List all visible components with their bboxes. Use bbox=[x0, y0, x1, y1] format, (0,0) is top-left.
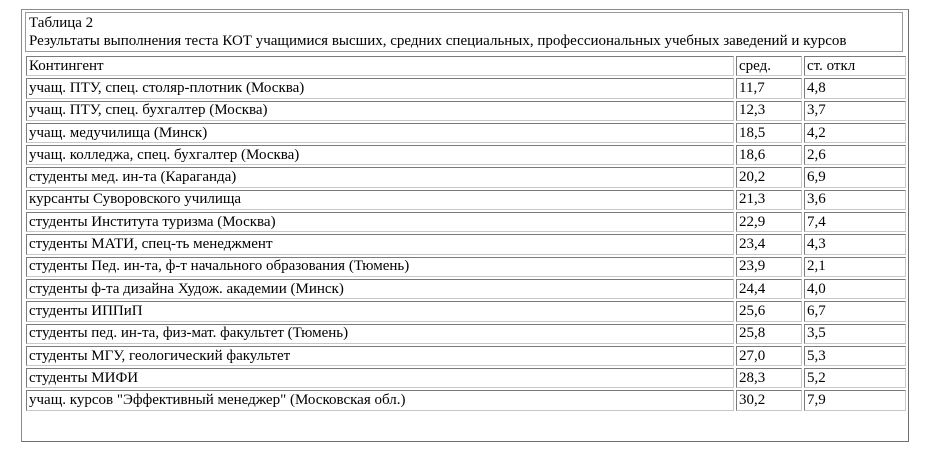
table-header-row bbox=[26, 56, 906, 76]
table-row bbox=[26, 145, 906, 165]
cell-contingent: студенты ИППиП bbox=[26, 301, 734, 321]
cell-std-dev: 5,3 bbox=[804, 346, 906, 366]
cell-contingent: курсанты Суворовского училища bbox=[26, 190, 734, 210]
cell-contingent: учащ. курсов "Эффективный менеджер" (Московская обл.) bbox=[26, 390, 734, 410]
cell-mean: 25,8 bbox=[736, 324, 802, 344]
cell-mean: 18,5 bbox=[736, 123, 802, 143]
cell-std-dev: 6,7 bbox=[804, 301, 906, 321]
cell-mean: 20,2 bbox=[736, 167, 802, 187]
cell-contingent: студенты ф-та дизайна Худож. академии (Минск) bbox=[26, 279, 734, 299]
table-row bbox=[26, 346, 906, 366]
table-row bbox=[26, 279, 906, 299]
cell-std-dev: 7,9 bbox=[804, 390, 906, 410]
cell-std-dev: 3,6 bbox=[804, 190, 906, 210]
cell-std-dev: 3,5 bbox=[804, 324, 906, 344]
cell-std-dev: 2,1 bbox=[804, 257, 906, 277]
table-row bbox=[26, 190, 906, 210]
header-std-dev: ст. откл bbox=[804, 56, 906, 76]
cell-std-dev: 3,7 bbox=[804, 101, 906, 121]
cell-mean: 22,9 bbox=[736, 212, 802, 232]
cell-std-dev: 4,0 bbox=[804, 279, 906, 299]
table-row bbox=[26, 368, 906, 388]
table-row bbox=[26, 324, 906, 344]
cell-mean: 24,4 bbox=[736, 279, 802, 299]
table-row bbox=[26, 167, 906, 187]
cell-std-dev: 4,3 bbox=[804, 234, 906, 254]
table-number: Таблица 2 bbox=[29, 15, 94, 31]
cell-mean: 11,7 bbox=[736, 78, 802, 98]
cell-std-dev: 7,4 bbox=[804, 212, 906, 232]
cell-mean: 27,0 bbox=[736, 346, 802, 366]
cell-std-dev: 2,6 bbox=[804, 145, 906, 165]
cell-std-dev: 5,2 bbox=[804, 368, 906, 388]
header-contingent: Контингент bbox=[26, 56, 734, 76]
cell-std-dev: 6,9 bbox=[804, 167, 906, 187]
table-row bbox=[26, 101, 906, 121]
cell-contingent: учащ. колледжа, спец. бухгалтер (Москва) bbox=[26, 145, 734, 165]
table-row bbox=[26, 212, 906, 232]
cell-contingent: студенты МИФИ bbox=[26, 368, 734, 388]
cell-contingent: студенты Института туризма (Москва) bbox=[26, 212, 734, 232]
table-row bbox=[26, 257, 906, 277]
cell-contingent: учащ. ПТУ, спец. бухгалтер (Москва) bbox=[26, 101, 734, 121]
cell-contingent: студенты Пед. ин-та, ф-т начального образования (Тюмень) bbox=[26, 257, 734, 277]
cell-mean: 18,6 bbox=[736, 145, 802, 165]
cell-mean: 28,3 bbox=[736, 368, 802, 388]
table-row bbox=[26, 78, 906, 98]
cell-mean: 23,9 bbox=[736, 257, 802, 277]
cell-contingent: студенты МАТИ, спец-ть менеджмент bbox=[26, 234, 734, 254]
cell-mean: 12,3 bbox=[736, 101, 802, 121]
table-title: Результаты выполнения теста КОТ учащимися высших, средних специальных, профессиональных учебных заведений и курсов bbox=[29, 33, 847, 49]
cell-mean: 25,6 bbox=[736, 301, 802, 321]
cell-mean: 30,2 bbox=[736, 390, 802, 410]
cell-std-dev: 4,8 bbox=[804, 78, 906, 98]
results-table bbox=[24, 54, 908, 413]
cell-std-dev: 4,2 bbox=[804, 123, 906, 143]
table-row bbox=[26, 301, 906, 321]
table-row bbox=[26, 390, 906, 410]
cell-contingent: учащ. медучилища (Минск) bbox=[26, 123, 734, 143]
cell-contingent: студенты мед. ин-та (Караганда) bbox=[26, 167, 734, 187]
cell-contingent: студенты пед. ин-та, физ-мат. факультет (Тюмень) bbox=[26, 324, 734, 344]
cell-mean: 23,4 bbox=[736, 234, 802, 254]
table-row bbox=[26, 234, 906, 254]
header-mean: сред. bbox=[736, 56, 802, 76]
cell-contingent: студенты МГУ, геологический факультет bbox=[26, 346, 734, 366]
table-caption bbox=[25, 12, 903, 52]
cell-contingent: учащ. ПТУ, спец. столяр-плотник (Москва) bbox=[26, 78, 734, 98]
results-table-frame bbox=[21, 9, 909, 442]
table-row bbox=[26, 123, 906, 143]
cell-mean: 21,3 bbox=[736, 190, 802, 210]
